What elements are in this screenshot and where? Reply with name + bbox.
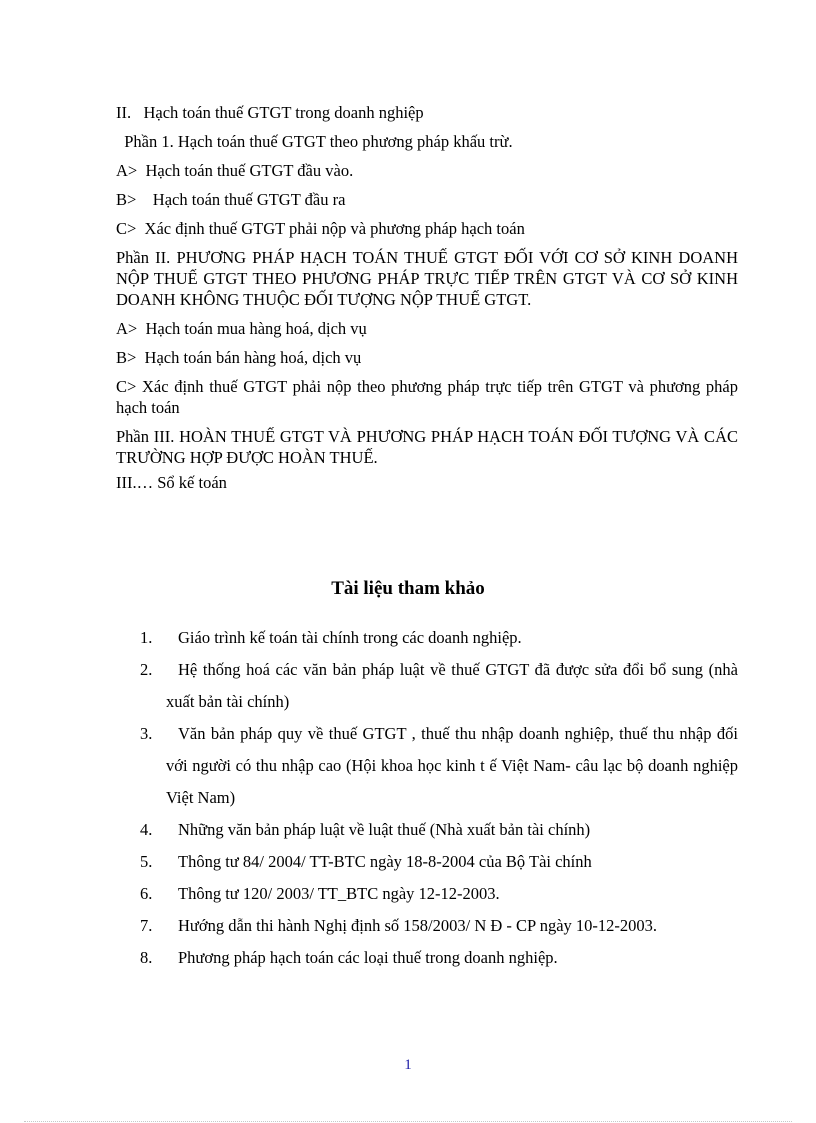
page-number: 1	[404, 1057, 412, 1073]
reference-text: Giáo trình kế toán tài chính trong các doanh nghiệp.	[178, 628, 522, 647]
reference-text: Phương pháp hạch toán các loại thuế trong doanh nghiệp.	[178, 948, 558, 967]
reference-text: Thông tư 84/ 2004/ TT-BTC ngày 18-8-2004 của Bộ Tài chính	[178, 852, 592, 871]
reference-item	[140, 718, 738, 814]
reference-item	[140, 910, 738, 942]
reference-item	[140, 814, 738, 846]
outline-part-1-c: C> Xác định thuế GTGT phải nộp và phương pháp hạch toán	[116, 219, 525, 238]
outline-section	[116, 102, 738, 501]
page-bottom-divider	[24, 1121, 792, 1122]
reference-text: Hướng dẫn thi hành Nghị định số 158/2003/ N Đ - CP ngày 10-12-2003.	[178, 916, 658, 935]
outline-heading-iii: III.… Sổ kế toán	[116, 473, 227, 492]
reference-item	[140, 942, 738, 974]
references-title: Tài liệu tham khảo	[331, 578, 485, 599]
outline-part-2: Phần II. PHƯƠNG PHÁP HẠCH TOÁN THUẾ GTGT ĐỐI VỚI CƠ SỞ KINH DOANH NỘP THUẾ GTGT THEO PHƯƠNG PHÁP TRỰC TIẾP TRÊN GTGT VÀ CƠ SỞ KINH DOANH KHÔNG THUỘC ĐỐI TƯỢNG NỘP THUẾ GTGT.	[116, 248, 738, 309]
reference-number: 8.	[140, 948, 153, 967]
outline-heading-ii: II. Hạch toán thuế GTGT trong doanh nghiệp	[116, 103, 424, 122]
reference-number: 7.	[140, 916, 153, 935]
reference-number: 1.	[140, 628, 153, 647]
outline-part-2-a: A> Hạch toán mua hàng hoá, dịch vụ	[116, 319, 367, 338]
reference-number: 5.	[140, 852, 153, 871]
reference-number: 2.	[140, 660, 153, 679]
reference-item	[140, 622, 738, 654]
reference-text: Văn bản pháp quy về thuế GTGT , thuế thu nhập doanh nghiệp, thuế thu nhập đối với người có thu nhập cao (Hội khoa học kinh t ế Việt Nam- câu lạc bộ doanh nghiệp Việt Nam)	[166, 724, 738, 807]
reference-text: Những văn bản pháp luật về luật thuế (Nhà xuất bản tài chính)	[178, 820, 591, 839]
outline-part-2-b: B> Hạch toán bán hàng hoá, dịch vụ	[116, 348, 362, 367]
outline-part-2-c: C> Xác định thuế GTGT phải nộp theo phương pháp trực tiếp trên GTGT và phương pháp hạch toán	[116, 377, 738, 417]
reference-number: 3.	[140, 724, 153, 743]
outline-part-1-a: A> Hạch toán thuế GTGT đầu vào.	[116, 161, 354, 180]
reference-item	[140, 654, 738, 718]
reference-text: Hệ thống hoá các văn bản pháp luật về thuế GTGT đã được sửa đổi bổ sung (nhà xuất bản tài chính)	[166, 660, 738, 711]
references-list	[140, 622, 738, 974]
reference-text: Thông tư 120/ 2003/ TT_BTC ngày 12-12-2003.	[178, 884, 500, 903]
outline-part-1: Phần 1. Hạch toán thuế GTGT theo phương pháp khấu trừ.	[116, 132, 513, 151]
reference-number: 4.	[140, 820, 153, 839]
outline-part-3: Phần III. HOÀN THUẾ GTGT VÀ PHƯƠNG PHÁP HẠCH TOÁN ĐỐI TƯỢNG VÀ CÁC TRƯỜNG HỢP ĐƯỢC HOÀN THUẾ.	[116, 427, 738, 467]
outline-part-1-b: B> Hạch toán thuế GTGT đầu ra	[116, 190, 346, 209]
reference-number: 6.	[140, 884, 153, 903]
reference-item	[140, 846, 738, 878]
reference-item	[140, 878, 738, 910]
